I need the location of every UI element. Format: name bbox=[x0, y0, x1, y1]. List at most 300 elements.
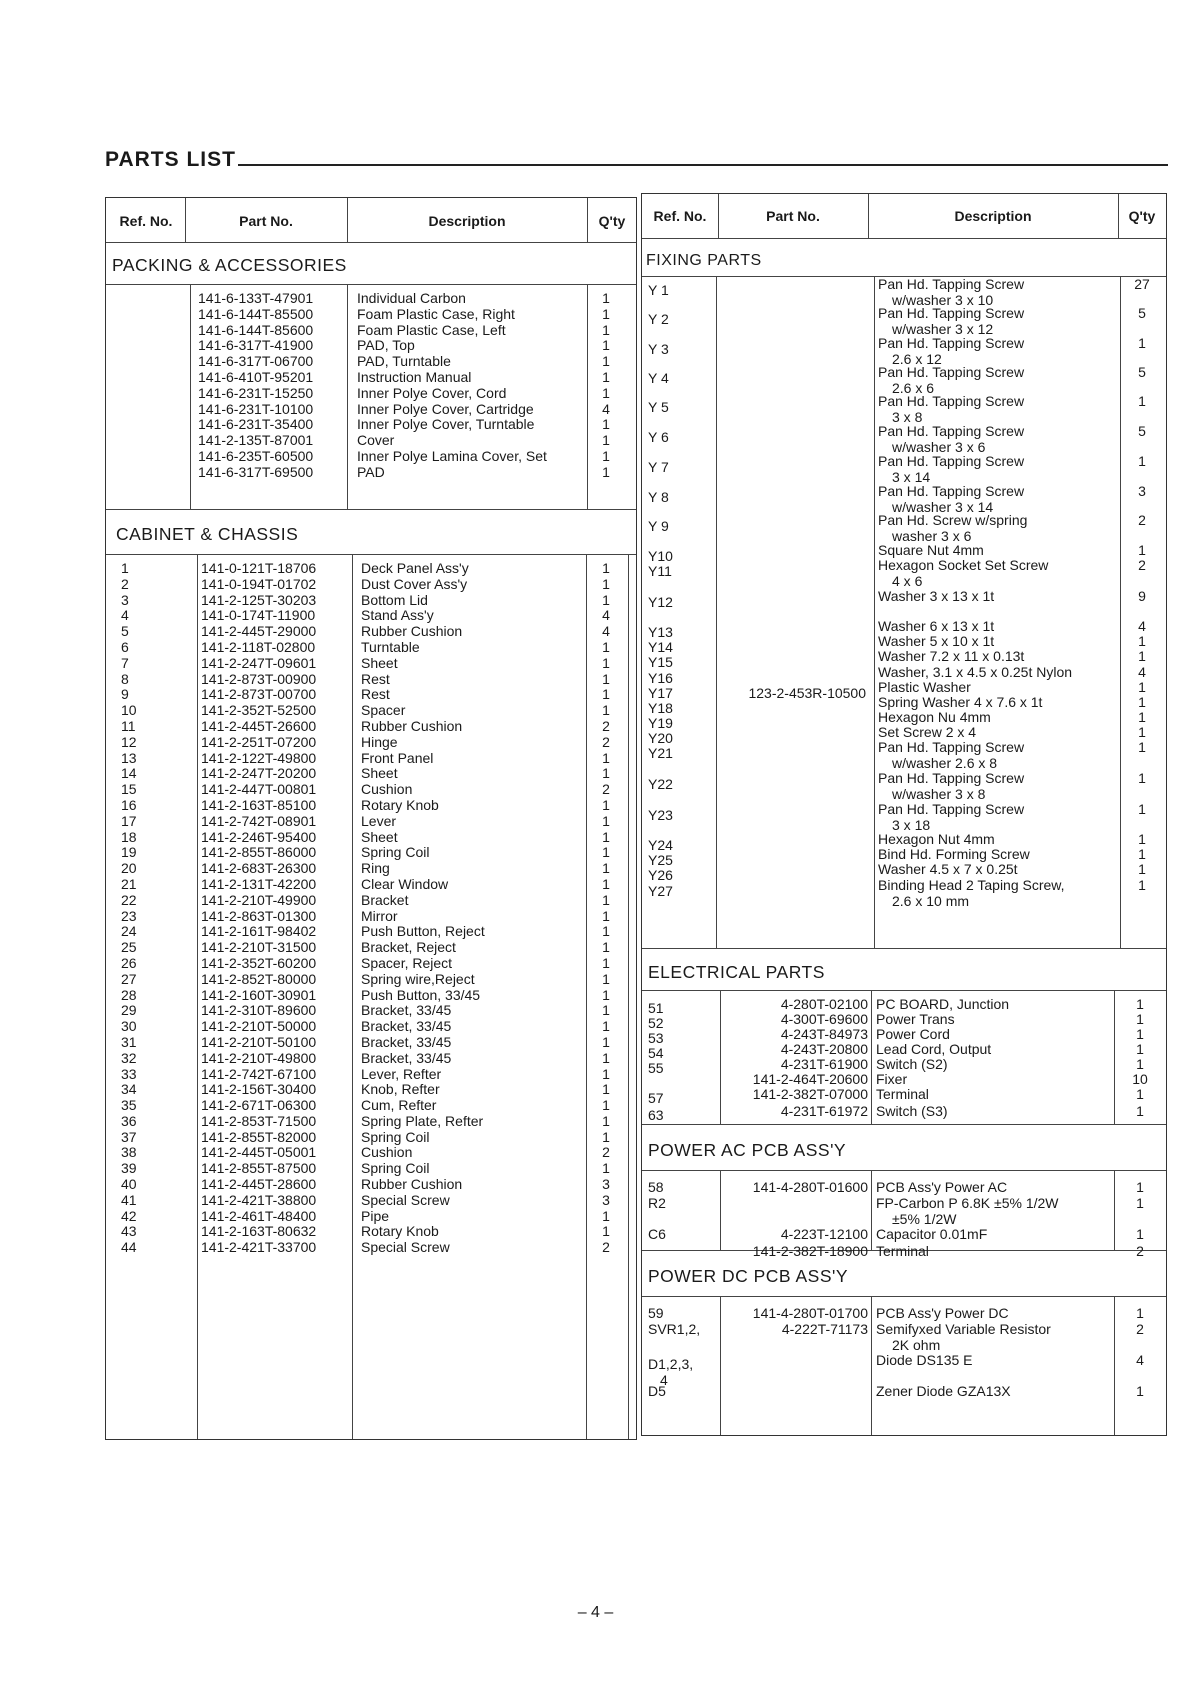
fixing-qty: 1 bbox=[1138, 709, 1146, 725]
cabinet-part-no: 141-2-853T-71500 bbox=[201, 1112, 317, 1129]
fixing-ref-no: Y 8 bbox=[648, 489, 669, 505]
cabinet-ref-no: 16 bbox=[121, 796, 137, 813]
fixing-qty: 1 bbox=[1138, 831, 1146, 847]
fixing-ref-no: Y 9 bbox=[648, 518, 669, 534]
fixing-description-cont: 2.6 x 10 mm bbox=[892, 892, 970, 909]
electrical-ref-no: 52 bbox=[648, 1015, 664, 1031]
cabinet-part-no: 141-2-210T-49800 bbox=[201, 1049, 317, 1066]
packing-part-column bbox=[198, 291, 313, 481]
electrical-qty: 1 bbox=[1136, 1086, 1144, 1102]
cabinet-ref-no: 5 bbox=[121, 623, 129, 640]
cabinet-qty: 1 bbox=[602, 1002, 610, 1019]
cabinet-description: Mirror bbox=[361, 907, 398, 924]
cabinet-ref-no: 25 bbox=[121, 939, 137, 956]
cabinet-part-no: 141-2-156T-30400 bbox=[201, 1081, 317, 1098]
power-ac-ref-no: R2 bbox=[648, 1195, 666, 1211]
cabinet-part-no: 141-2-447T-00801 bbox=[201, 781, 317, 798]
cabinet-ref-no: 44 bbox=[121, 1239, 137, 1256]
cabinet-qty: 1 bbox=[602, 1018, 610, 1035]
fixing-ref-no: Y 4 bbox=[648, 370, 669, 386]
cabinet-qty: 1 bbox=[602, 939, 610, 956]
cabinet-qty: 2 bbox=[602, 733, 610, 750]
fixing-description: Binding Head 2 Taping Screw, bbox=[878, 877, 1065, 893]
cabinet-ref-no: 7 bbox=[121, 654, 129, 671]
cabinet-qty: 1 bbox=[602, 560, 610, 576]
fixing-description-cont: w/washer 3 x 14 bbox=[892, 498, 994, 515]
cabinet-qty: 1 bbox=[602, 1223, 610, 1240]
cabinet-description: Pipe bbox=[361, 1207, 390, 1224]
packing-description: Instruction Manual bbox=[357, 368, 472, 385]
fixing-ref-no: Y21 bbox=[648, 745, 673, 761]
cabinet-ref-no: 9 bbox=[121, 686, 129, 703]
page-title: PARTS LIST bbox=[105, 148, 236, 171]
electrical-qty: 1 bbox=[1136, 1041, 1144, 1057]
electrical-part-no: 4-231T-61972 bbox=[780, 1103, 868, 1119]
cabinet-part-no: 141-2-210T-31500 bbox=[201, 939, 317, 956]
cabinet-ref-no: 15 bbox=[121, 781, 137, 798]
electrical-ref-no: 57 bbox=[648, 1090, 664, 1106]
cabinet-description: Spring wire,Reject bbox=[361, 970, 475, 987]
cabinet-description: Cum, Refter bbox=[361, 1097, 437, 1114]
cabinet-qty: 1 bbox=[602, 670, 610, 687]
section-power-dc: POWER DC PCB ASS'Y bbox=[648, 1266, 849, 1286]
cabinet-ref-no: 19 bbox=[121, 844, 137, 861]
cabinet-part-no: 141-2-247T-09601 bbox=[201, 654, 317, 671]
cabinet-description: Rest bbox=[361, 670, 390, 687]
left-header-desc: Description bbox=[428, 213, 506, 229]
fixing-description: Set Screw 2 x 4 bbox=[878, 724, 977, 740]
electrical-part-no: 141-2-464T-20600 bbox=[752, 1071, 868, 1087]
right-header-part: Part No. bbox=[766, 208, 820, 224]
cabinet-description: Sheet bbox=[361, 765, 398, 782]
packing-qty: 1 bbox=[602, 447, 610, 464]
fixing-qty: 2 bbox=[1138, 512, 1146, 528]
cabinet-ref-no: 17 bbox=[121, 812, 137, 829]
cabinet-qty: 1 bbox=[602, 860, 610, 877]
packing-qty: 1 bbox=[602, 368, 610, 385]
cabinet-description: Spring Plate, Refter bbox=[361, 1112, 484, 1129]
fixing-description: Hexagon Nut 4mm bbox=[878, 831, 995, 847]
cabinet-part-no: 141-2-163T-80632 bbox=[201, 1223, 317, 1240]
cabinet-description: Rubber Cushion bbox=[361, 717, 463, 734]
fixing-qty: 1 bbox=[1138, 633, 1146, 649]
fixing-ref-no: Y26 bbox=[648, 867, 673, 883]
fixing-description: Pan Hd. Tapping Screw bbox=[878, 393, 1025, 409]
cabinet-qty: 1 bbox=[602, 1128, 610, 1145]
fixing-ref-no: Y10 bbox=[648, 548, 673, 564]
cabinet-description: Push Button, Reject bbox=[361, 923, 485, 940]
power-dc-qty: 4 bbox=[1136, 1352, 1144, 1368]
cabinet-part-no: 141-2-161T-98402 bbox=[201, 923, 317, 940]
fixing-description-cont: w/washer 3 x 12 bbox=[892, 320, 994, 337]
cabinet-qty: 4 bbox=[602, 623, 610, 640]
cabinet-ref-no: 26 bbox=[121, 954, 137, 971]
packing-part-no: 141-6-235T-60500 bbox=[198, 447, 314, 464]
power-ac-ref-no: 58 bbox=[648, 1179, 664, 1195]
packing-qty: 1 bbox=[602, 384, 610, 401]
fixing-qty: 1 bbox=[1138, 542, 1146, 558]
packing-qty: 1 bbox=[602, 305, 610, 322]
section-power-ac: POWER AC PCB ASS'Y bbox=[648, 1140, 847, 1160]
cabinet-part-no: 141-2-210T-50000 bbox=[201, 1018, 317, 1035]
cabinet-part-no: 141-0-194T-01702 bbox=[201, 575, 317, 592]
cabinet-qty: 1 bbox=[602, 1160, 610, 1177]
cabinet-qty: 3 bbox=[602, 1191, 610, 1208]
power-ac-description: PCB Ass'y Power AC bbox=[876, 1179, 1008, 1195]
fixing-ref-no: Y 7 bbox=[648, 459, 669, 475]
fixing-ref-no: Y12 bbox=[648, 594, 673, 610]
left-header-ref: Ref. No. bbox=[119, 213, 173, 229]
electrical-part-no: 4-243T-84973 bbox=[780, 1026, 868, 1042]
cabinet-qty: 1 bbox=[602, 702, 610, 719]
cabinet-qty: 1 bbox=[602, 796, 610, 813]
packing-qty: 1 bbox=[602, 463, 610, 480]
fixing-description-cont: w/washer 2.6 x 8 bbox=[892, 754, 998, 771]
electrical-ref-no: 53 bbox=[648, 1030, 664, 1046]
fixing-qty: 4 bbox=[1138, 664, 1146, 680]
fixing-qty: 5 bbox=[1138, 305, 1146, 321]
power-ac-description-cont: ±5% 1/2W bbox=[892, 1210, 957, 1227]
cabinet-qty: 2 bbox=[602, 781, 610, 798]
fixing-ref-no: Y13 bbox=[648, 624, 673, 640]
section-cabinet: CABINET & CHASSIS bbox=[116, 524, 299, 544]
power-ac-description: Terminal bbox=[876, 1243, 929, 1259]
packing-qty: 1 bbox=[602, 321, 610, 338]
electrical-description: Switch (S3) bbox=[876, 1103, 948, 1119]
cabinet-description: Bracket, Reject bbox=[361, 939, 456, 956]
cabinet-description: Knob, Refter bbox=[361, 1081, 440, 1098]
cabinet-part-no: 141-2-445T-05001 bbox=[201, 1144, 317, 1161]
electrical-ref-no: 54 bbox=[648, 1045, 664, 1061]
fixing-description: Pan Hd. Tapping Screw bbox=[878, 801, 1025, 817]
packing-description: Cover bbox=[357, 432, 395, 449]
cabinet-part-no: 141-2-742T-08901 bbox=[201, 812, 317, 829]
cabinet-ref-no: 42 bbox=[121, 1207, 137, 1224]
power-ac-qty: 1 bbox=[1136, 1179, 1144, 1195]
power-dc-description: Diode DS135 E bbox=[876, 1352, 973, 1368]
fixing-ref-no: Y25 bbox=[648, 852, 673, 868]
cabinet-ref-no: 6 bbox=[121, 638, 129, 655]
packing-description: Inner Polye Cover, Cartridge bbox=[357, 400, 534, 417]
right-header-ref: Ref. No. bbox=[653, 208, 707, 224]
packing-qty: 1 bbox=[602, 353, 610, 370]
cabinet-description: Sheet bbox=[361, 654, 398, 671]
electrical-qty: 1 bbox=[1136, 1011, 1144, 1027]
cabinet-description: Rest bbox=[361, 686, 390, 703]
power-ac-description: FP-Carbon P 6.8K ±5% 1/2W bbox=[876, 1195, 1059, 1211]
cabinet-part-no: 141-2-163T-85100 bbox=[201, 796, 317, 813]
cabinet-ref-no: 39 bbox=[121, 1160, 137, 1177]
power-ac-part-no: 141-2-382T-18900 bbox=[752, 1243, 868, 1259]
left-parts-table bbox=[105, 197, 637, 1440]
fixing-description-cont: 2.6 x 6 bbox=[892, 379, 935, 396]
fixing-qty: 5 bbox=[1138, 423, 1146, 439]
cabinet-ref-no: 13 bbox=[121, 749, 137, 766]
fixing-description-cont: washer 3 x 6 bbox=[892, 527, 972, 544]
power-ac-qty: 1 bbox=[1136, 1226, 1144, 1242]
power-dc-description-cont: 2K ohm bbox=[892, 1336, 941, 1353]
cabinet-ref-no: 40 bbox=[121, 1176, 137, 1193]
cabinet-description: Clear Window bbox=[361, 875, 449, 892]
fixing-ref-no: Y18 bbox=[648, 700, 673, 716]
cabinet-qty: 1 bbox=[602, 765, 610, 782]
cabinet-description: Cushion bbox=[361, 781, 413, 798]
packing-part-no: 141-6-317T-41900 bbox=[198, 337, 314, 354]
cabinet-qty: 2 bbox=[602, 1144, 610, 1161]
cabinet-part-no: 141-2-160T-30901 bbox=[201, 986, 317, 1003]
left-header-part: Part No. bbox=[239, 213, 293, 229]
fixing-qty: 1 bbox=[1138, 877, 1146, 893]
packing-qty: 4 bbox=[602, 400, 610, 417]
fixing-description-cont: 3 x 14 bbox=[892, 468, 931, 485]
fixing-qty: 1 bbox=[1138, 739, 1146, 755]
fixing-description: Washer 4.5 x 7 x 0.25t bbox=[878, 861, 1018, 877]
cabinet-ref-no: 34 bbox=[121, 1081, 137, 1098]
cabinet-description: Special Screw bbox=[361, 1191, 450, 1208]
cabinet-part-no: 141-2-742T-67100 bbox=[201, 1065, 317, 1082]
packing-part-no: 141-6-231T-15250 bbox=[198, 384, 314, 401]
fixing-ref-no: Y22 bbox=[648, 776, 673, 792]
cabinet-part-no: 141-2-863T-01300 bbox=[201, 907, 317, 924]
fixing-description: Hexagon Nu 4mm bbox=[878, 709, 991, 725]
fixing-qty: 1 bbox=[1138, 648, 1146, 664]
packing-qty-column bbox=[594, 291, 618, 481]
cabinet-part-no: 141-2-352T-52500 bbox=[201, 702, 317, 719]
fixing-ref-no: Y24 bbox=[648, 837, 673, 853]
section-electrical: ELECTRICAL PARTS bbox=[648, 962, 825, 982]
cabinet-ref-no: 37 bbox=[121, 1128, 137, 1145]
electrical-part-no: 141-2-382T-07000 bbox=[752, 1086, 868, 1102]
cabinet-qty: 1 bbox=[602, 1112, 610, 1129]
fixing-ref-no: Y27 bbox=[648, 883, 673, 899]
fixing-description: Washer 5 x 10 x 1t bbox=[878, 633, 995, 649]
power-ac-qty: 2 bbox=[1136, 1243, 1144, 1259]
cabinet-ref-no: 1 bbox=[121, 560, 129, 576]
packing-description: PAD, Turntable bbox=[357, 353, 451, 370]
cabinet-ref-no: 18 bbox=[121, 828, 137, 845]
cabinet-ref-no: 24 bbox=[121, 923, 137, 940]
fixing-description: Spring Washer 4 x 7.6 x 1t bbox=[878, 694, 1043, 710]
fixing-description: Pan Hd. Tapping Screw bbox=[878, 739, 1025, 755]
electrical-qty: 1 bbox=[1136, 996, 1144, 1012]
packing-description: Inner Polye Lamina Cover, Set bbox=[357, 447, 547, 464]
packing-part-no: 141-6-231T-35400 bbox=[198, 416, 314, 433]
cabinet-ref-no: 27 bbox=[121, 970, 137, 987]
electrical-description: Fixer bbox=[876, 1071, 908, 1087]
cabinet-qty: 1 bbox=[602, 1065, 610, 1082]
cabinet-qty: 1 bbox=[602, 591, 610, 608]
cabinet-part-no: 141-2-445T-28600 bbox=[201, 1176, 317, 1193]
cabinet-qty: 2 bbox=[602, 1239, 610, 1256]
cabinet-ref-no: 3 bbox=[121, 591, 129, 608]
electrical-description: Terminal bbox=[876, 1086, 929, 1102]
cabinet-part-no: 141-2-210T-50100 bbox=[201, 1033, 317, 1050]
fixing-ref-no: Y11 bbox=[648, 563, 672, 579]
cabinet-qty: 1 bbox=[602, 923, 610, 940]
cabinet-qty: 4 bbox=[602, 607, 610, 624]
packing-part-no: 141-6-144T-85600 bbox=[198, 321, 314, 338]
cabinet-ref-no: 11 bbox=[121, 717, 136, 734]
cabinet-description: Spring Coil bbox=[361, 1128, 430, 1145]
fixing-description: Washer 3 x 13 x 1t bbox=[878, 588, 995, 604]
cabinet-ref-no: 10 bbox=[121, 702, 137, 719]
fixing-qty: 1 bbox=[1138, 801, 1146, 817]
cabinet-description: Rotary Knob bbox=[361, 796, 439, 813]
power-dc-qty: 2 bbox=[1136, 1321, 1144, 1337]
power-dc-description: PCB Ass'y Power DC bbox=[876, 1305, 1009, 1321]
cabinet-part-no: 141-2-855T-86000 bbox=[201, 844, 317, 861]
cabinet-qty: 3 bbox=[602, 1176, 610, 1193]
fixing-description-cont: w/washer 3 x 8 bbox=[892, 785, 986, 802]
cabinet-qty: 1 bbox=[602, 1033, 610, 1050]
section-packing: PACKING & ACCESSORIES bbox=[112, 255, 347, 275]
fixing-qty: 1 bbox=[1138, 679, 1146, 695]
cabinet-part-no: 141-2-683T-26300 bbox=[201, 860, 317, 877]
fixing-description: Pan Hd. Tapping Screw bbox=[878, 276, 1025, 292]
cabinet-part-no: 141-2-246T-95400 bbox=[201, 828, 317, 845]
cabinet-description: Deck Panel Ass'y bbox=[361, 560, 469, 576]
electrical-ref-no: 55 bbox=[648, 1060, 664, 1076]
cabinet-qty-column bbox=[594, 561, 618, 1256]
cabinet-description: Rubber Cushion bbox=[361, 1176, 463, 1193]
fixing-qty: 5 bbox=[1138, 364, 1146, 380]
cabinet-ref-no: 31 bbox=[121, 1033, 137, 1050]
packing-description: Individual Carbon bbox=[357, 290, 466, 306]
power-dc-description: Zener Diode GZA13X bbox=[876, 1383, 1011, 1399]
fixing-description-cont: 2.6 x 12 bbox=[892, 350, 942, 367]
cabinet-description: Bracket, 33/45 bbox=[361, 1002, 452, 1019]
cabinet-qty: 1 bbox=[602, 1207, 610, 1224]
packing-part-no: 141-6-133T-47901 bbox=[198, 290, 314, 306]
fixing-description: Pan Hd. Tapping Screw bbox=[878, 453, 1025, 469]
fixing-qty: 4 bbox=[1138, 618, 1146, 634]
fixing-qty: 1 bbox=[1138, 694, 1146, 710]
right-header-desc: Description bbox=[954, 208, 1032, 224]
cabinet-description: Dust Cover Ass'y bbox=[361, 575, 468, 592]
electrical-description: PC BOARD, Junction bbox=[876, 996, 1010, 1012]
fixing-part-no: 123-2-453R-10500 bbox=[748, 685, 866, 701]
cabinet-part-no: 141-2-421T-33700 bbox=[201, 1239, 317, 1256]
fixing-ref-no: Y 3 bbox=[648, 341, 669, 357]
fixing-description: Washer 6 x 13 x 1t bbox=[878, 618, 995, 634]
cabinet-part-no: 141-2-122T-49800 bbox=[201, 749, 317, 766]
cabinet-description: Spacer bbox=[361, 702, 406, 719]
electrical-ref-no: 63 bbox=[648, 1107, 664, 1123]
cabinet-description: Sheet bbox=[361, 828, 398, 845]
cabinet-ref-no: 20 bbox=[121, 860, 137, 877]
cabinet-part-no: 141-2-873T-00900 bbox=[201, 670, 317, 687]
cabinet-ref-no: 43 bbox=[121, 1223, 137, 1240]
fixing-description: Pan Hd. Tapping Screw bbox=[878, 335, 1025, 351]
fixing-qty: 1 bbox=[1138, 724, 1146, 740]
cabinet-description: Lever bbox=[361, 812, 397, 829]
cabinet-ref-no: 23 bbox=[121, 907, 137, 924]
power-dc-qty: 1 bbox=[1136, 1383, 1144, 1399]
fixing-description: Plastic Washer bbox=[878, 679, 971, 695]
page-number: – 4 – bbox=[577, 1604, 614, 1621]
packing-part-no: 141-6-231T-10100 bbox=[198, 400, 314, 417]
fixing-qty: 3 bbox=[1138, 483, 1146, 499]
right-parts-table bbox=[641, 193, 1167, 1436]
fixing-ref-no: Y17 bbox=[648, 685, 673, 701]
fixing-qty: 1 bbox=[1138, 393, 1146, 409]
power-ac-description: Capacitor 0.01mF bbox=[876, 1226, 988, 1242]
fixing-description: Pan Hd. Tapping Screw bbox=[878, 770, 1025, 786]
fixing-qty: 1 bbox=[1138, 861, 1146, 877]
packing-description: Inner Polye Cover, Turntable bbox=[357, 416, 535, 433]
cabinet-qty: 1 bbox=[602, 1097, 610, 1114]
cabinet-description: Rubber Cushion bbox=[361, 623, 463, 640]
fixing-description: Square Nut 4mm bbox=[878, 542, 984, 558]
power-dc-part-no: 4-222T-71173 bbox=[781, 1321, 868, 1337]
cabinet-part-no: 141-2-421T-38800 bbox=[201, 1191, 317, 1208]
cabinet-description: Bottom Lid bbox=[361, 591, 428, 608]
cabinet-description: Rotary Knob bbox=[361, 1223, 439, 1240]
cabinet-qty: 1 bbox=[602, 907, 610, 924]
fixing-ref-no: Y14 bbox=[648, 639, 673, 655]
cabinet-ref-no: 35 bbox=[121, 1097, 137, 1114]
cabinet-part-no: 141-2-445T-29000 bbox=[201, 623, 317, 640]
cabinet-qty: 1 bbox=[602, 954, 610, 971]
cabinet-ref-no: 29 bbox=[121, 1002, 137, 1019]
fixing-description: Pan Hd. Tapping Screw bbox=[878, 483, 1025, 499]
power-ac-qty: 1 bbox=[1136, 1195, 1144, 1211]
cabinet-description: Bracket, 33/45 bbox=[361, 1033, 452, 1050]
fixing-description: Pan Hd. Tapping Screw bbox=[878, 364, 1025, 380]
cabinet-description: Front Panel bbox=[361, 749, 434, 766]
cabinet-ref-no: 30 bbox=[121, 1018, 137, 1035]
cabinet-part-no: 141-0-121T-18706 bbox=[201, 560, 317, 576]
cabinet-qty: 1 bbox=[602, 986, 610, 1003]
cabinet-part-no: 141-2-852T-80000 bbox=[201, 970, 317, 987]
packing-part-no: 141-2-135T-87001 bbox=[198, 432, 314, 449]
cabinet-part-no: 141-2-251T-07200 bbox=[201, 733, 317, 750]
electrical-qty: 1 bbox=[1136, 1026, 1144, 1042]
cabinet-part-no: 141-2-352T-60200 bbox=[201, 954, 317, 971]
cabinet-part-no: 141-2-247T-20200 bbox=[201, 765, 317, 782]
cabinet-description: Ring bbox=[361, 860, 390, 877]
cabinet-part-no: 141-2-855T-82000 bbox=[201, 1128, 317, 1145]
fixing-ref-no: Y16 bbox=[648, 670, 673, 686]
cabinet-description: Spacer, Reject bbox=[361, 954, 453, 971]
cabinet-description: Lever, Refter bbox=[361, 1065, 442, 1082]
electrical-qty: 1 bbox=[1136, 1056, 1144, 1072]
electrical-description: Power Cord bbox=[876, 1026, 950, 1042]
fixing-description: Hexagon Socket Set Screw bbox=[878, 557, 1049, 573]
cabinet-ref-no: 41 bbox=[121, 1191, 137, 1208]
cabinet-qty: 1 bbox=[602, 638, 610, 655]
fixing-qty: 27 bbox=[1134, 276, 1150, 292]
cabinet-ref-no: 14 bbox=[121, 765, 137, 782]
fixing-description: Pan Hd. Tapping Screw bbox=[878, 423, 1025, 439]
electrical-description: Power Trans bbox=[876, 1011, 955, 1027]
fixing-ref-no: Y 2 bbox=[648, 311, 669, 327]
electrical-qty: 1 bbox=[1136, 1103, 1144, 1119]
packing-qty: 1 bbox=[602, 432, 610, 449]
electrical-part-no: 4-231T-61900 bbox=[780, 1056, 868, 1072]
power-dc-ref-no: SVR1,2, bbox=[648, 1321, 701, 1337]
cabinet-ref-column bbox=[121, 561, 137, 1256]
packing-part-no: 141-6-144T-85500 bbox=[198, 305, 314, 322]
fixing-ref-no: Y15 bbox=[648, 654, 673, 670]
fixing-ref-no: Y 1 bbox=[648, 282, 669, 298]
cabinet-qty: 1 bbox=[602, 1049, 610, 1066]
left-header-qty: Q'ty bbox=[598, 213, 626, 229]
fixing-qty: 1 bbox=[1138, 335, 1146, 351]
packing-part-no: 141-6-317T-06700 bbox=[198, 353, 314, 370]
power-ac-part-no: 141-4-280T-01600 bbox=[752, 1179, 868, 1195]
cabinet-description: Bracket, 33/45 bbox=[361, 1049, 452, 1066]
